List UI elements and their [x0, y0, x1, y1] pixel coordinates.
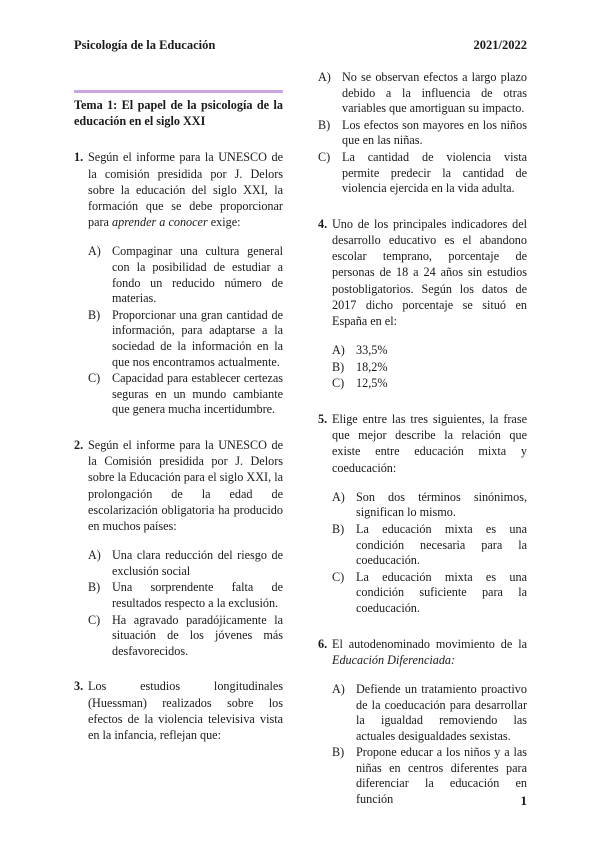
question-number: 1.: [74, 150, 84, 165]
option-b[interactable]: B) Proporcionar una gran cantidad de información, para adaptarse a la sociedad de la información en la que nos encontramos actualmente.: [88, 307, 283, 369]
question-6: [318, 636, 527, 808]
left-column: [74, 70, 283, 743]
theme-title: Tema 1: El papel de la psicología de la educación en el siglo XXI: [74, 98, 283, 129]
question-text: Según el informe para la UNESCO de la comisión presidida por J. Delors sobre la educación del siglo XXI, la formación que se debe proporcionar para aprender a conocer exige:: [88, 150, 283, 230]
answer-options: [88, 548, 283, 659]
question-number: 5.: [318, 411, 328, 426]
option-a[interactable]: A) 33,5%: [332, 343, 388, 358]
question-text: El autodenominado movimiento de la Educación Diferenciada:: [332, 636, 527, 667]
question-4: [318, 216, 527, 392]
answer-options: [332, 682, 527, 808]
option-b[interactable]: B) 18,2%: [332, 359, 388, 374]
option-c[interactable]: C) La cantidad de violencia vista permite predecir la cantidad de violencia ejercida en la vida adulta.: [318, 149, 527, 196]
question-2: [74, 437, 283, 659]
option-c[interactable]: C) Ha agravado paradójicamente la situación de los jóvenes más desfavorecidos.: [88, 612, 283, 658]
question-1: [74, 149, 283, 418]
answer-options: [332, 490, 527, 617]
question-number: 4.: [318, 216, 328, 231]
question-number: 3.: [74, 679, 84, 694]
option-a[interactable]: A) Compaginar una cultura general con la posibilidad de estudiar a fondo un reducido número de materias.: [88, 244, 283, 306]
page-number: 1: [520, 793, 527, 808]
question-text: Según el informe para la UNESCO de la Comisión presidida por J. Delors sobre la Educación para el siglo XXI, la prolongación de la edad de escolarización obligatoria ha producido en muchos países:: [88, 437, 283, 533]
question-3-options: [318, 70, 527, 197]
document-header-year: 2021/2022: [473, 38, 527, 52]
question-number: 6.: [318, 636, 328, 651]
answer-options: [332, 343, 527, 392]
option-a[interactable]: A) Una clara reducción del riesgo de exclusión social: [88, 548, 283, 578]
document-header-title: Psicología de la Educación: [74, 38, 216, 52]
option-a[interactable]: A) Son dos términos sinónimos, significan lo mismo.: [332, 489, 527, 520]
option-a[interactable]: A) Defiende un tratamiento proactivo de la coeducación para desarrollar la igualdad removiendo las actuales desigualdades sexistas.: [332, 681, 527, 743]
option-b[interactable]: B) La educación mixta es una condición necesaria para la coeducación.: [332, 521, 527, 568]
option-c[interactable]: C) 12,5%: [332, 376, 388, 391]
option-b[interactable]: B) Una sorprendente falta de resultados respecto a la exclusión.: [88, 580, 283, 610]
section-divider: [74, 90, 283, 93]
question-text: Los estudios longitudinales (Huessman) realizados sobre los efectos de la violencia televisiva vista en la infancia, reflejan que:: [88, 679, 283, 742]
right-column: [318, 70, 527, 809]
answer-options: [88, 244, 283, 418]
option-b[interactable]: B) Propone educar a los niños y a las niñas en centros diferentes para diferenciar la educación en función: [332, 745, 527, 807]
question-text: Uno de los principales indicadores del desarrollo educativo es el abandono escolar temprano, porcentaje de personas de 18 a 24 años sin estudios postobligatorios. Según los datos de 2017 dicho porcentaje se situó en España en el:: [332, 216, 527, 328]
option-a[interactable]: A) No se observan efectos a largo plazo debido a la influencia de otras variables que amortiguan su impacto.: [318, 70, 527, 116]
option-b[interactable]: B) Los efectos son mayores en los niños que en las niñas.: [318, 117, 527, 148]
option-c[interactable]: C) La educación mixta es una condición suficiente para la coeducación.: [332, 569, 527, 615]
question-3: [74, 678, 283, 743]
question-number: 2.: [74, 437, 84, 452]
question-5: [318, 411, 527, 617]
question-text: Elige entre las tres siguientes, la frase que mejor describe la relación que existe entre educación mixta y coeducación:: [332, 411, 527, 475]
option-c[interactable]: C) Capacidad para establecer certezas seguras en un mundo cambiante que genera mucha incertidumbre.: [88, 371, 283, 417]
